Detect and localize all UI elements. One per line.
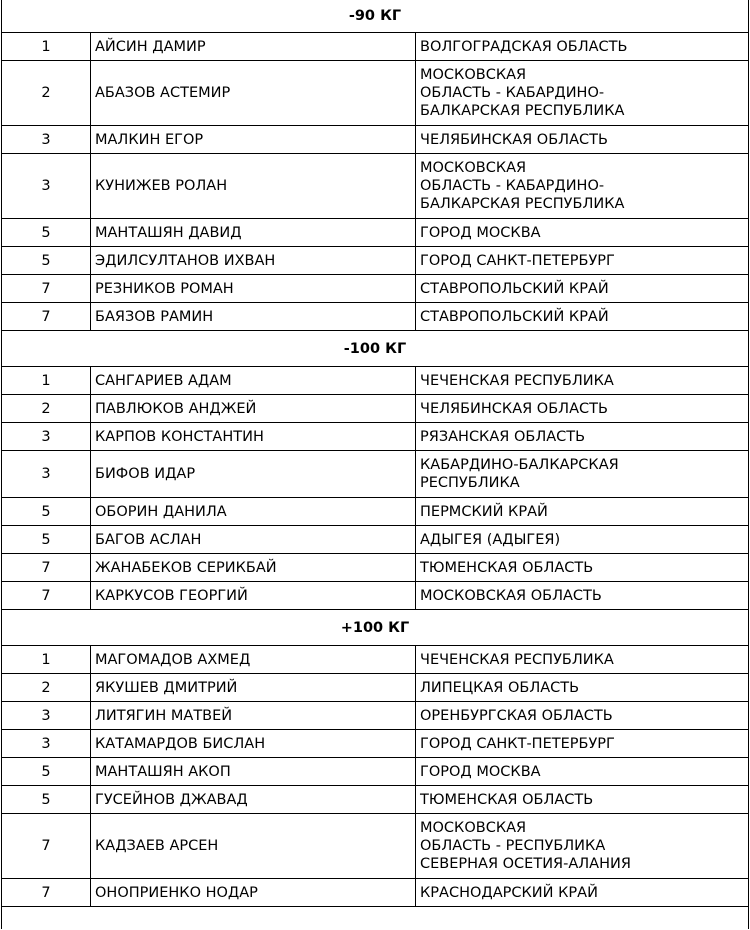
place-cell: 5 [2,219,91,247]
table-row [2,786,749,814]
region-cell: ГОРОД МОСКВА [416,758,749,786]
table-row [2,498,749,526]
place-cell: 7 [2,554,91,582]
place-cell: 1 [2,33,91,61]
results-table [1,0,749,929]
table-row [2,395,749,423]
table-row [2,303,749,331]
athlete-name-cell: БАГОВ АСЛАН [91,526,416,554]
region-cell: ЧЕЧЕНСКАЯ РЕСПУБЛИКА [416,367,749,395]
athlete-name-cell: АБАЗОВ АСТЕМИР [91,61,416,126]
place-cell: 1 [2,646,91,674]
weight-category-header [2,331,749,367]
place-cell: 7 [2,275,91,303]
table-row [2,61,749,126]
table-row [2,423,749,451]
results-body [2,0,749,929]
place-cell: 3 [2,126,91,154]
region-cell: ПЕРМСКИЙ КРАЙ [416,498,749,526]
region-cell: ЧЕЛЯБИНСКАЯ ОБЛАСТЬ [416,126,749,154]
place-cell: 5 [2,526,91,554]
place-cell: 5 [2,247,91,275]
table-row [2,219,749,247]
athlete-name-cell: БИФОВ ИДАР [91,451,416,498]
place-cell: 3 [2,451,91,498]
athlete-name-cell: МАНТАШЯН АКОП [91,758,416,786]
weight-category-header [2,610,749,646]
table-row [2,582,749,610]
region-cell: ГОРОД САНКТ-ПЕТЕРБУРГ [416,247,749,275]
region-cell: ТЮМЕНСКАЯ ОБЛАСТЬ [416,786,749,814]
athlete-name-cell: КУНИЖЕВ РОЛАН [91,154,416,219]
place-cell: 2 [2,61,91,126]
athlete-name-cell: ЯКУШЕВ ДМИТРИЙ [91,674,416,702]
place-cell: 2 [2,395,91,423]
region-cell: МОСКОВСКАЯ ОБЛАСТЬ [416,582,749,610]
table-row [2,275,749,303]
region-cell: КАБАРДИНО-БАЛКАРСКАЯ РЕСПУБЛИКА [416,451,749,498]
athlete-name-cell: ОБОРИН ДАНИЛА [91,498,416,526]
place-cell: 2 [2,674,91,702]
place-cell: 1 [2,367,91,395]
athlete-name-cell: ЭДИЛСУЛТАНОВ ИХВАН [91,247,416,275]
region-cell: ВОЛГОГРАДСКАЯ ОБЛАСТЬ [416,33,749,61]
athlete-name-cell: МАНТАШЯН ДАВИД [91,219,416,247]
table-row [2,154,749,219]
region-cell: ЛИПЕЦКАЯ ОБЛАСТЬ [416,674,749,702]
region-cell: ЧЕЧЕНСКАЯ РЕСПУБЛИКА [416,646,749,674]
athlete-name-cell: ПАВЛЮКОВ АНДЖЕЙ [91,395,416,423]
region-cell: РЯЗАНСКАЯ ОБЛАСТЬ [416,423,749,451]
partial-cell [2,907,749,930]
athlete-name-cell: КАРКУСОВ ГЕОРГИЙ [91,582,416,610]
weight-category-title: +100 КГ [2,610,749,646]
region-cell: СТАВРОПОЛЬСКИЙ КРАЙ [416,303,749,331]
place-cell: 7 [2,582,91,610]
athlete-name-cell: САНГАРИЕВ АДАМ [91,367,416,395]
athlete-name-cell: КАТАМАРДОВ БИСЛАН [91,730,416,758]
place-cell: 3 [2,702,91,730]
region-cell: ГОРОД САНКТ-ПЕТЕРБУРГ [416,730,749,758]
place-cell: 7 [2,303,91,331]
table-row [2,247,749,275]
athlete-name-cell: ЛИТЯГИН МАТВЕЙ [91,702,416,730]
table-row [2,33,749,61]
table-row [2,526,749,554]
table-row [2,674,749,702]
region-cell: КРАСНОДАРСКИЙ КРАЙ [416,879,749,907]
place-cell: 7 [2,814,91,879]
table-row-partial [2,907,749,930]
place-cell: 5 [2,758,91,786]
region-cell: МОСКОВСКАЯ ОБЛАСТЬ - РЕСПУБЛИКА СЕВЕРНАЯ ОСЕТИЯ-АЛАНИЯ [416,814,749,879]
place-cell: 5 [2,498,91,526]
table-row [2,646,749,674]
table-row [2,126,749,154]
place-cell: 7 [2,879,91,907]
region-cell: ЧЕЛЯБИНСКАЯ ОБЛАСТЬ [416,395,749,423]
weight-category-title: -100 КГ [2,331,749,367]
region-cell: МОСКОВСКАЯ ОБЛАСТЬ - КАБАРДИНО- БАЛКАРСКАЯ РЕСПУБЛИКА [416,154,749,219]
athlete-name-cell: БАЯЗОВ РАМИН [91,303,416,331]
region-cell: СТАВРОПОЛЬСКИЙ КРАЙ [416,275,749,303]
region-cell: ГОРОД МОСКВА [416,219,749,247]
place-cell: 3 [2,423,91,451]
region-cell: ОРЕНБУРГСКАЯ ОБЛАСТЬ [416,702,749,730]
table-row [2,554,749,582]
athlete-name-cell: ОНОПРИЕНКО НОДАР [91,879,416,907]
place-cell: 5 [2,786,91,814]
athlete-name-cell: ЖАНАБЕКОВ СЕРИКБАЙ [91,554,416,582]
athlete-name-cell: КАДЗАЕВ АРСЕН [91,814,416,879]
region-cell: ТЮМЕНСКАЯ ОБЛАСТЬ [416,554,749,582]
athlete-name-cell: МАЛКИН ЕГОР [91,126,416,154]
place-cell: 3 [2,730,91,758]
athlete-name-cell: МАГОМАДОВ АХМЕД [91,646,416,674]
table-row [2,814,749,879]
table-row [2,451,749,498]
table-row [2,367,749,395]
athlete-name-cell: РЕЗНИКОВ РОМАН [91,275,416,303]
weight-category-title: -90 КГ [2,0,749,33]
place-cell: 3 [2,154,91,219]
table-row [2,758,749,786]
table-row [2,879,749,907]
table-row [2,702,749,730]
table-row [2,730,749,758]
athlete-name-cell: ГУСЕЙНОВ ДЖАВАД [91,786,416,814]
athlete-name-cell: КАРПОВ КОНСТАНТИН [91,423,416,451]
athlete-name-cell: АЙСИН ДАМИР [91,33,416,61]
region-cell: МОСКОВСКАЯ ОБЛАСТЬ - КАБАРДИНО- БАЛКАРСКАЯ РЕСПУБЛИКА [416,61,749,126]
region-cell: АДЫГЕЯ (АДЫГЕЯ) [416,526,749,554]
weight-category-header [2,0,749,33]
